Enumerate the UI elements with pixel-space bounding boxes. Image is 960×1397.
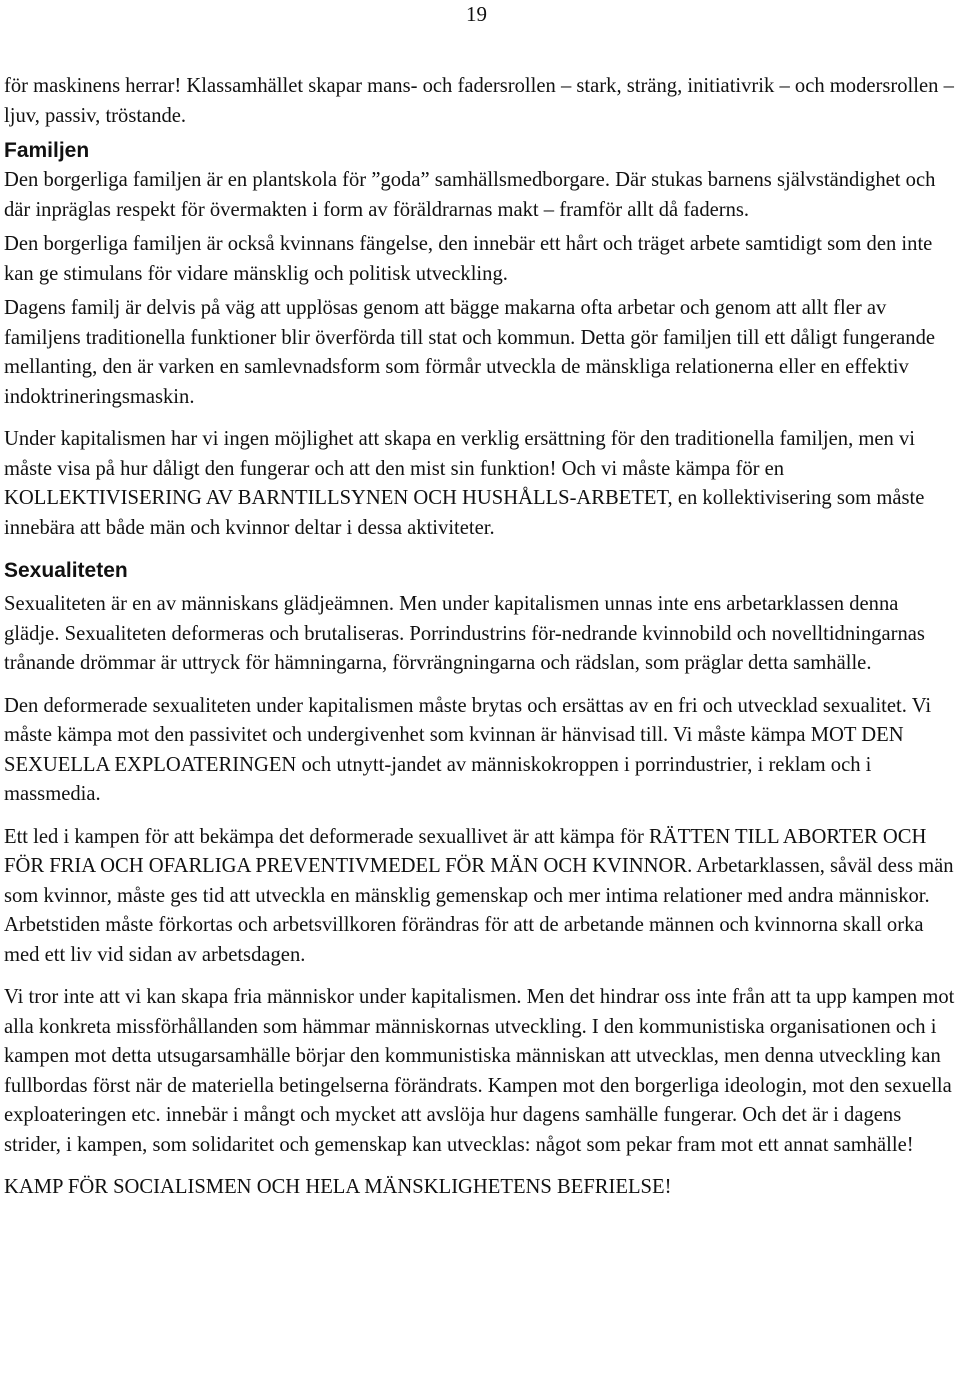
sexualiteten-paragraph-2: Den deformerade sexualiteten under kapitalismen måste brytas och ersättas av en fri och utvecklad sexualitet. Vi måste kämpa mot den passivitet och undergivenhet som kvinnan är hänvisad till. Vi måste kämpa MOT DEN SEXUELLA EXPLOATERINGEN och utnytt-jandet av människokroppen i porrindustrier, i reklam och i massmedia. [4,694,932,805]
sexualiteten-paragraph-1: Sexualiteten är en av människans glädjeämnen. Men under kapitalismen unnas inte ens arbetarklassen denna glädje. Sexualiteten deformeras och brutaliseras. Porrindustrins för-nedrande kvinnobild och novelltidningarnas trånande drömmar är uttryck för hämningarna, förvrängningarna och rädslan, som präglar detta samhälle. [4,593,925,674]
closing-slogan: KAMP FÖR SOCIALISMEN OCH HELA MÄNSKLIGHETENS BEFRIELSE! [4,1176,672,1198]
sexualiteten-paragraph-4: Vi tror inte att vi kan skapa fria människor under kapitalismen. Men det hindrar oss inte från att ta upp kampen mot alla konkreta missförhållanden som hämmar människornas utveckling. I den kommunistiska organisationen och i kampen mot detta utsugarsamhälle börjar den kommunistiska människan att utvecklas, men denna utveckling kan fullbordas först när de materiella betingelserna förändrats. Kampen mot den borgerliga ideologin, mot den sexuella exploateringen etc. innebär i mångt och mycket att avslöja hur dagens samhälle fungerar. Och det är i dagens strider, i kampen, som solidaritet och gemenskap kan utvecklas: något som pekar fram mot ett annat samhälle! [4,986,955,1156]
section-heading-familjen: Familjen [4,139,90,162]
page-number: 19 [466,2,487,26]
familjen-paragraph-3: Dagens familj är delvis på väg att upplösas genom att bägge makarna ofta arbetar och genom att allt fler av familjens traditionella funktioner blir överförda till stat och kommun. Detta gör familjen till ett dåligt fungerande mellanting, den är varken en samlevnadsform som förmår utveckla de mänskliga relationerna eller en effektiv indoktrineringsmaskin. [4,297,936,408]
familjen-paragraph-1: Den borgerliga familjen är en plantskola för ”goda” samhällsmedborgare. Där stukas barnens självständighet och där inpräglas respekt för övermakten i form av föräldrarnas makt – framför allt då faderns. [4,169,936,221]
sexualiteten-paragraph-3: Ett led i kampen för att bekämpa det deformerade sexuallivet är att kämpa för RÄTTEN TILL ABORTER OCH FÖR FRIA OCH OFARLIGA PREVENTIVMEDEL FÖR MÄN OCH KVINNOR. Arbetarklassen, såväl dess män som kvinnor, måste ges tid att utveckla en mänsklig gemenskap och mer intima relationer med andra människor. Arbetstiden måste förkortas och arbetsvillkoren förändras för att de arbetande männen och kvinnorna skall orka med ett liv vid sidan av arbetsdagen. [4,825,954,966]
document-body [4,72,956,1208]
intro-paragraph: för maskinens herrar! Klassamhället skapar mans- och fadersrollen – stark, sträng, initiativrik – och modersrollen – ljuv, passiv, tröstande. [4,75,954,127]
familjen-paragraph-4: Under kapitalismen har vi ingen möjlighet att skapa en verklig ersättning för den traditionella familjen, men vi måste visa på hur dåligt den fungerar och att den mist sin funktion! Och vi måste kämpa för en KOLLEKTIVISERING AV BARNTILLSYNEN OCH HUSHÅLLS-ARBETET, en kollektivisering som måste innebära att både män och kvinnor deltar i dessa aktiviteter. [4,428,925,539]
familjen-paragraph-2: Den borgerliga familjen är också kvinnans fängelse, den innebär ett hårt och träget arbete samtidigt som den inte kan ge stimulans för vidare mänsklig och politisk utveckling. [4,233,933,285]
section-heading-sexualiteten: Sexualiteten [4,559,128,582]
